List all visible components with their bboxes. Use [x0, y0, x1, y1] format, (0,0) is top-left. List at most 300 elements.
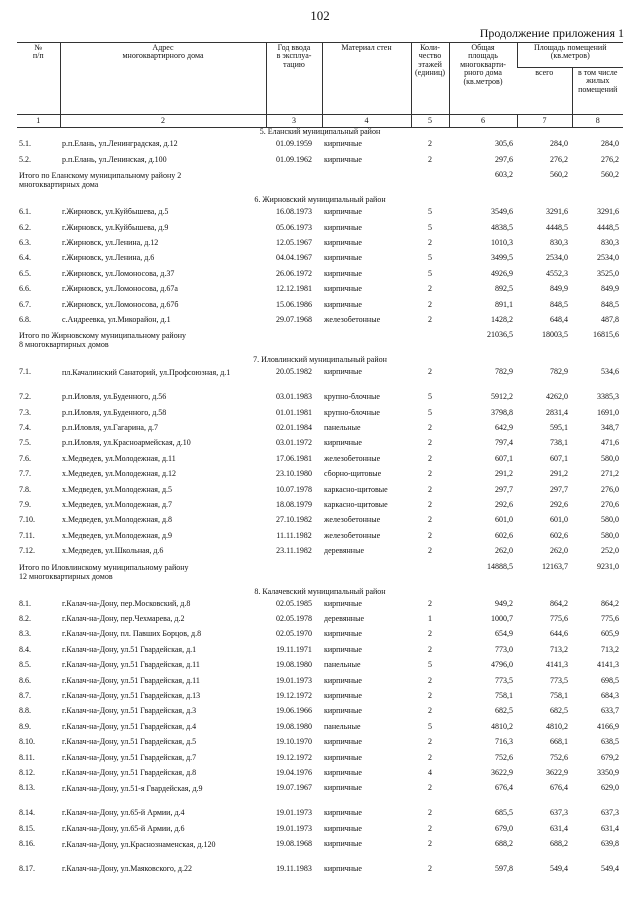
table-cell: деревянные [324, 614, 365, 623]
table-cell: 15.06.1986 [276, 300, 312, 309]
table-cell: г.Калач-на-Дону, ул.51 Гвардейская, д.1 [62, 645, 197, 654]
table-cell: 292,6 [550, 501, 568, 510]
total-value: 21036,5 [487, 331, 513, 340]
table-cell: 5 [428, 208, 432, 217]
table-cell: кирпичные [324, 254, 362, 263]
table-cell: 23.11.1982 [276, 547, 312, 556]
table-row [17, 140, 623, 155]
table-cell: 752,6 [495, 753, 513, 762]
table-cell: 19.07.1967 [276, 784, 312, 793]
table-cell: 19.10.1970 [276, 738, 312, 747]
table-cell: 262,0 [495, 547, 513, 556]
table-cell: 3525,0 [597, 269, 619, 278]
table-cell: кирпичные [324, 630, 362, 639]
table-cell: панельные [324, 661, 361, 670]
table-cell: 4166,9 [597, 722, 619, 731]
table-cell: г.Жирновск, ул.Ленина, д.6 [62, 254, 155, 263]
table-cell: каркасно-щитовые [324, 501, 388, 510]
table-row [17, 692, 623, 707]
table-cell: 2 [428, 531, 432, 540]
table-cell: 891,1 [495, 300, 513, 309]
table-cell: х.Медведев, ул.Молодежная, д.7 [62, 501, 173, 510]
table-cell: 276,0 [601, 485, 619, 494]
col-number-4: 4 [322, 115, 411, 128]
col-number-8: 8 [572, 115, 623, 128]
table-cell: 02.05.1970 [276, 630, 312, 639]
table-cell: 291,2 [550, 470, 568, 479]
table-cell: 4796,0 [491, 661, 513, 670]
table-cell: 16.08.1973 [276, 208, 312, 217]
total-value: 14888,5 [487, 562, 513, 571]
table-cell: 19.12.1972 [276, 691, 312, 700]
table-cell: 848,5 [601, 300, 619, 309]
table-cell: 01.01.1981 [276, 408, 312, 417]
table-cell: 1010,3 [491, 238, 513, 247]
table-row [17, 646, 623, 661]
table-row [17, 470, 623, 485]
table-cell: 782,9 [550, 368, 568, 377]
section-title: 6. Жирновский муниципальный район [254, 196, 386, 205]
table-cell: 4448,5 [546, 223, 568, 232]
table-row [17, 630, 623, 645]
table-cell: 738,1 [550, 439, 568, 448]
table-cell: 8.15. [19, 824, 35, 833]
col-number-2: 2 [60, 115, 266, 128]
table-cell: 27.10.1982 [276, 516, 312, 525]
table-cell: железобетонные [324, 531, 381, 540]
table-cell: г.Калач-на-Дону, ул.51 Гвардейская, д.3 [62, 707, 197, 716]
col-header-total-area: Общая площадь многокварти- рного дома (кв.метров) [449, 43, 517, 115]
table-cell: 2 [428, 645, 432, 654]
section-title: 5. Еланский муниципальный район [17, 128, 623, 141]
table-cell: с.Андреевка, ул.Микорайон, д.1 [62, 315, 171, 324]
col-header-premises: Площадь помещений (кв.метров) [517, 43, 623, 68]
table-row [17, 532, 623, 547]
table-cell: 19.08.1980 [276, 661, 312, 670]
table-cell: г.Калач-на-Дону, ул.51 Гвардейская, д.7 [62, 753, 197, 762]
table-cell: 7.10. [19, 516, 35, 525]
table-cell: 5.2. [19, 155, 31, 164]
table-cell: 580,0 [601, 516, 619, 525]
table-row [17, 301, 623, 316]
table-cell: 607,1 [550, 454, 568, 463]
table-cell: 668,1 [550, 738, 568, 747]
table-row [17, 409, 623, 424]
table-cell: г.Жирновск, ул.Ломоносова, д.67а [62, 285, 178, 294]
table-cell: 602,6 [550, 531, 568, 540]
table-cell: 03.01.1983 [276, 393, 312, 402]
table-cell: г.Калач-на-Дону, ул.65-й Армии, д.4 [62, 809, 185, 818]
table-cell: 849,9 [601, 285, 619, 294]
table-cell: 595,1 [550, 424, 568, 433]
table-cell: 8.11. [19, 753, 35, 762]
table-row [17, 224, 623, 239]
total-value: 560,2 [550, 171, 568, 180]
table-cell: 297,7 [550, 485, 568, 494]
table-cell: 849,9 [550, 285, 568, 294]
table-cell: 6.2. [19, 223, 31, 232]
table-cell: 2 [428, 470, 432, 479]
table-row [17, 825, 623, 840]
table-cell: 5 [428, 722, 432, 731]
table-cell: 2 [428, 315, 432, 324]
table-cell: г.Калач-на-Дону, пер.Московский, д.8 [62, 599, 191, 608]
table-cell: железобетонные [324, 516, 381, 525]
table-cell: 5 [428, 661, 432, 670]
table-row [17, 156, 623, 171]
table-cell: 8.13. [19, 784, 35, 793]
table-cell: 305,6 [495, 140, 513, 149]
table-cell: 2 [428, 840, 432, 849]
table-cell: 4 [428, 768, 432, 777]
table-row [17, 285, 623, 300]
table-cell: 5 [428, 393, 432, 402]
table-cell: кирпичные [324, 285, 362, 294]
table-cell: 19.04.1976 [276, 768, 312, 777]
table-cell: 4810,2 [491, 722, 513, 731]
table-cell: 2 [428, 424, 432, 433]
table-cell: 775,6 [601, 614, 619, 623]
table-cell: 637,3 [601, 809, 619, 818]
table-cell: 2 [428, 753, 432, 762]
table-cell: 12.12.1981 [276, 285, 312, 294]
table-row [17, 239, 623, 254]
table-cell: 688,2 [550, 840, 568, 849]
table-cell: 4838,5 [491, 223, 513, 232]
table-cell: 648,4 [550, 315, 568, 324]
table-cell: 534,6 [601, 368, 619, 377]
table-cell: 7.2. [19, 393, 31, 402]
total-label: Итого по Еланскому муниципальному району 2 многоквартирных дома [19, 171, 182, 190]
table-cell: г.Жирновск, ул.Ленина, д.12 [62, 238, 159, 247]
table-cell: 5 [428, 254, 432, 263]
table-cell: 638,5 [601, 738, 619, 747]
total-value: 16815,6 [593, 331, 619, 340]
table-cell: 3798,8 [491, 408, 513, 417]
total-label: Итого по Иловлинскому муниципальному району 12 многоквартирных домов [19, 562, 189, 581]
table-cell: кирпичные [324, 155, 362, 164]
col-header-premises-all: всего [517, 68, 572, 115]
table-row [17, 809, 623, 824]
table-cell: каркасно-щитовые [324, 485, 388, 494]
table-cell: р.п.Елань, ул.Ленинградская, д.12 [62, 140, 178, 149]
table-cell: г.Калач-на-Дону, ул.Краснознаменская, д.120 [62, 840, 216, 850]
table-cell: 580,0 [601, 531, 619, 540]
table-cell: 471,6 [601, 439, 619, 448]
table-cell: г.Калач-на-Дону, ул.Маяковского, д.22 [62, 865, 192, 874]
table-cell: 2 [428, 784, 432, 793]
table-cell: 8.8. [19, 707, 31, 716]
table-cell: 6.5. [19, 269, 31, 278]
table-row [17, 840, 623, 865]
table-row [17, 516, 623, 531]
table-cell: 644,6 [550, 630, 568, 639]
table-cell: 949,2 [495, 599, 513, 608]
table-cell: 10.07.1978 [276, 485, 312, 494]
table-cell: 23.10.1980 [276, 470, 312, 479]
table-cell: 716,3 [495, 738, 513, 747]
table-row [17, 600, 623, 615]
table-cell: деревянные [324, 547, 365, 556]
table-row [17, 547, 623, 562]
table-cell: кирпичные [324, 691, 362, 700]
table-cell: 02.01.1984 [276, 424, 312, 433]
table-cell: 284,0 [550, 140, 568, 149]
table-row [17, 754, 623, 769]
table-cell: 580,0 [601, 454, 619, 463]
table-cell: 6.6. [19, 285, 31, 294]
table-cell: г.Калач-на-Дону, пер.Чехмарева, д.2 [62, 614, 185, 623]
table-cell: 6.8. [19, 315, 31, 324]
housing-table [17, 42, 623, 880]
table-cell: 892,5 [495, 285, 513, 294]
table-cell: 5 [428, 408, 432, 417]
table-cell: 2 [428, 630, 432, 639]
table-cell: 4141,3 [546, 661, 568, 670]
table-cell: кирпичные [324, 238, 362, 247]
table-cell: кирпичные [324, 840, 362, 849]
col-header-address: Адрес многоквартирного дома [60, 43, 266, 115]
table-cell: 03.01.1972 [276, 439, 312, 448]
table-cell: 631,4 [550, 824, 568, 833]
table-cell: 8.2. [19, 614, 31, 623]
table-cell: г.Жирновск, ул.Куйбышева, д.9 [62, 223, 169, 232]
table-cell: 2 [428, 485, 432, 494]
table-cell: 8.17. [19, 865, 35, 874]
col-number-5: 5 [411, 115, 449, 128]
table-row [17, 738, 623, 753]
table-cell: 773,5 [550, 676, 568, 685]
table-cell: 864,2 [550, 599, 568, 608]
table-cell: 685,5 [495, 809, 513, 818]
table-cell: г.Калач-на-Дону, ул.51-я Гвардейская, д.9 [62, 784, 203, 794]
table-cell: г.Калач-на-Дону, ул.65-й Армии, д.6 [62, 824, 185, 833]
table-cell: 4262,0 [546, 393, 568, 402]
table-cell: 1 [428, 614, 432, 623]
table-row [17, 424, 623, 439]
table-cell: 3622,9 [491, 768, 513, 777]
table-cell: х.Медведев, ул.Молодежная, д.8 [62, 516, 173, 525]
table-cell: 8.4. [19, 645, 31, 654]
table-cell: 4448,5 [597, 223, 619, 232]
total-label: Итого по Жирновскому муниципальному району 8 многоквартирных домов [19, 331, 186, 350]
table-row [17, 723, 623, 738]
table-row [17, 661, 623, 676]
table-row [17, 707, 623, 722]
table-cell: 2 [428, 599, 432, 608]
table-cell: 679,2 [601, 753, 619, 762]
col-number-3: 3 [266, 115, 322, 128]
table-cell: 19.01.1973 [276, 676, 312, 685]
table-row [17, 865, 623, 880]
table-cell: 2831,4 [546, 408, 568, 417]
table-cell: х.Медведев, ул.Молодежная, д.9 [62, 531, 173, 540]
table-cell: кирпичные [324, 439, 362, 448]
table-row [17, 501, 623, 516]
table-cell: 7.6. [19, 454, 31, 463]
table-cell: 2 [428, 439, 432, 448]
table-cell: кирпичные [324, 368, 362, 377]
table-cell: 292,6 [495, 501, 513, 510]
total-row [17, 563, 623, 588]
table-cell: 6.4. [19, 254, 31, 263]
table-cell: 8.5. [19, 661, 31, 670]
table-cell: кирпичные [324, 300, 362, 309]
table-cell: 601,0 [550, 516, 568, 525]
table-row [17, 486, 623, 501]
table-cell: кирпичные [324, 140, 362, 149]
table-cell: 19.01.1973 [276, 809, 312, 818]
table-cell: 5.1. [19, 140, 31, 149]
table-cell: 19.06.1966 [276, 707, 312, 716]
col-header-num: № п/п [17, 43, 60, 115]
table-cell: 3350,9 [597, 768, 619, 777]
table-cell: 1428,2 [491, 315, 513, 324]
table-row [17, 769, 623, 784]
total-row [17, 331, 623, 356]
col-number-6: 6 [449, 115, 517, 128]
table-row [17, 393, 623, 408]
table-cell: 02.05.1985 [276, 599, 312, 608]
total-value: 603,2 [495, 171, 513, 180]
table-cell: 01.09.1959 [276, 140, 312, 149]
table-cell: 1691,0 [597, 408, 619, 417]
table-cell: 17.06.1981 [276, 454, 312, 463]
table-cell: р.п.Иловля, ул.Красноармейская, д.10 [62, 439, 191, 448]
page-number: 102 [310, 8, 330, 23]
table-cell: 682,5 [550, 707, 568, 716]
table-row [17, 316, 623, 331]
table-cell: 297,7 [495, 485, 513, 494]
table-cell: 3622,9 [546, 768, 568, 777]
table-cell: 2 [428, 516, 432, 525]
table-cell: р.п.Иловля, ул.Буденного, д.56 [62, 393, 167, 402]
table-cell: кирпичные [324, 753, 362, 762]
table-cell: 773,0 [495, 645, 513, 654]
table-cell: г.Калач-на-Дону, ул.51 Гвардейская, д.5 [62, 738, 197, 747]
table-cell: 26.06.1972 [276, 269, 312, 278]
table-cell: 4810,2 [546, 722, 568, 731]
table-cell: 4552,3 [546, 269, 568, 278]
table-cell: р.п.Иловля, ул.Гагарина, д.7 [62, 424, 159, 433]
table-cell: г.Калач-на-Дону, ул.51 Гвардейская, д.11 [62, 661, 200, 670]
table-cell: 637,3 [550, 809, 568, 818]
table-row [17, 254, 623, 269]
table-cell: г.Жирновск, ул.Ломоносова, д.37 [62, 269, 175, 278]
table-cell: 2 [428, 738, 432, 747]
table-cell: 654,9 [495, 630, 513, 639]
total-value: 9231,0 [597, 562, 619, 571]
table-cell: 8.14. [19, 809, 35, 818]
table-cell: 8.6. [19, 676, 31, 685]
table-cell: 8.12. [19, 768, 35, 777]
table-cell: 348,7 [601, 424, 619, 433]
table-cell: 19.08.1968 [276, 840, 312, 849]
table-cell: 549,4 [601, 865, 619, 874]
table-cell: 633,7 [601, 707, 619, 716]
table-cell: 8.1. [19, 599, 31, 608]
table-cell: 19.01.1973 [276, 824, 312, 833]
table-cell: 8.9. [19, 722, 31, 731]
table-cell: г.Калач-на-Дону, ул.51 Гвардейская, д.8 [62, 768, 197, 777]
table-cell: 7.3. [19, 408, 31, 417]
table-cell: 775,6 [550, 614, 568, 623]
table-cell: 698,5 [601, 676, 619, 685]
col-number-7: 7 [517, 115, 572, 128]
table-cell: 7.8. [19, 485, 31, 494]
table-cell: 7.4. [19, 424, 31, 433]
table-cell: 3385,3 [597, 393, 619, 402]
table-cell: 2 [428, 454, 432, 463]
table-cell: г.Калач-на-Дону, ул.51 Гвардейская, д.4 [62, 722, 197, 731]
table-cell: 2 [428, 547, 432, 556]
total-value: 12163,7 [542, 562, 568, 571]
table-cell: р.п.Елань, ул.Ленинская, д.100 [62, 155, 167, 164]
table-cell: 688,2 [495, 840, 513, 849]
table-cell: 830,3 [550, 238, 568, 247]
table-cell: 2 [428, 676, 432, 685]
table-cell: 7.5. [19, 439, 31, 448]
table-cell: кирпичные [324, 223, 362, 232]
table-cell: 605,9 [601, 630, 619, 639]
table-cell: 4141,3 [597, 661, 619, 670]
table-cell: 8.16. [19, 840, 35, 849]
table-cell: 8.10. [19, 738, 35, 747]
table-cell: 5 [428, 223, 432, 232]
table-cell: 549,4 [550, 865, 568, 874]
table-cell: 607,1 [495, 454, 513, 463]
table-cell: 752,6 [550, 753, 568, 762]
table-cell: 782,9 [495, 368, 513, 377]
table-cell: 7.9. [19, 501, 31, 510]
table-cell: 830,3 [601, 238, 619, 247]
section-title: 8. Калачевский муниципальный район [254, 587, 386, 596]
table-cell: кирпичные [324, 599, 362, 608]
table-cell: 8.7. [19, 691, 31, 700]
section-title: 7. Иловлинский муниципальный район [253, 356, 387, 365]
table-cell: 676,4 [495, 784, 513, 793]
table-cell: 11.11.1982 [276, 531, 312, 540]
table-cell: 676,4 [550, 784, 568, 793]
table-cell: 642,9 [495, 424, 513, 433]
table-cell: г.Жирновск, ул.Ломоносова, д.67б [62, 300, 179, 309]
table-cell: 1000,7 [491, 614, 513, 623]
table-cell: 05.06.1973 [276, 223, 312, 232]
table-cell: х.Медведев, ул.Молодежная, д.12 [62, 470, 177, 479]
table-cell: 2 [428, 300, 432, 309]
table-cell: 639,8 [601, 840, 619, 849]
table-cell: железобетонные [324, 454, 381, 463]
table-cell: 3291,6 [597, 208, 619, 217]
table-cell: кирпичные [324, 676, 362, 685]
total-value: 560,2 [601, 171, 619, 180]
table-cell: 18.08.1979 [276, 501, 312, 510]
table-row [17, 368, 623, 393]
table-cell: 848,5 [550, 300, 568, 309]
table-row [17, 615, 623, 630]
table-cell: 2 [428, 691, 432, 700]
table-cell: 6.1. [19, 208, 31, 217]
table-cell: 6.7. [19, 300, 31, 309]
continuation-title: Продолжение приложения 1 [479, 26, 624, 40]
col-header-premises-living: в том числе жилых помещений [572, 68, 623, 115]
table-cell: 2 [428, 501, 432, 510]
table-cell: 797,4 [495, 439, 513, 448]
col-number-1: 1 [17, 115, 60, 128]
table-cell: 6.3. [19, 238, 31, 247]
table-row [17, 208, 623, 223]
table-cell: 12.05.1967 [276, 238, 312, 247]
